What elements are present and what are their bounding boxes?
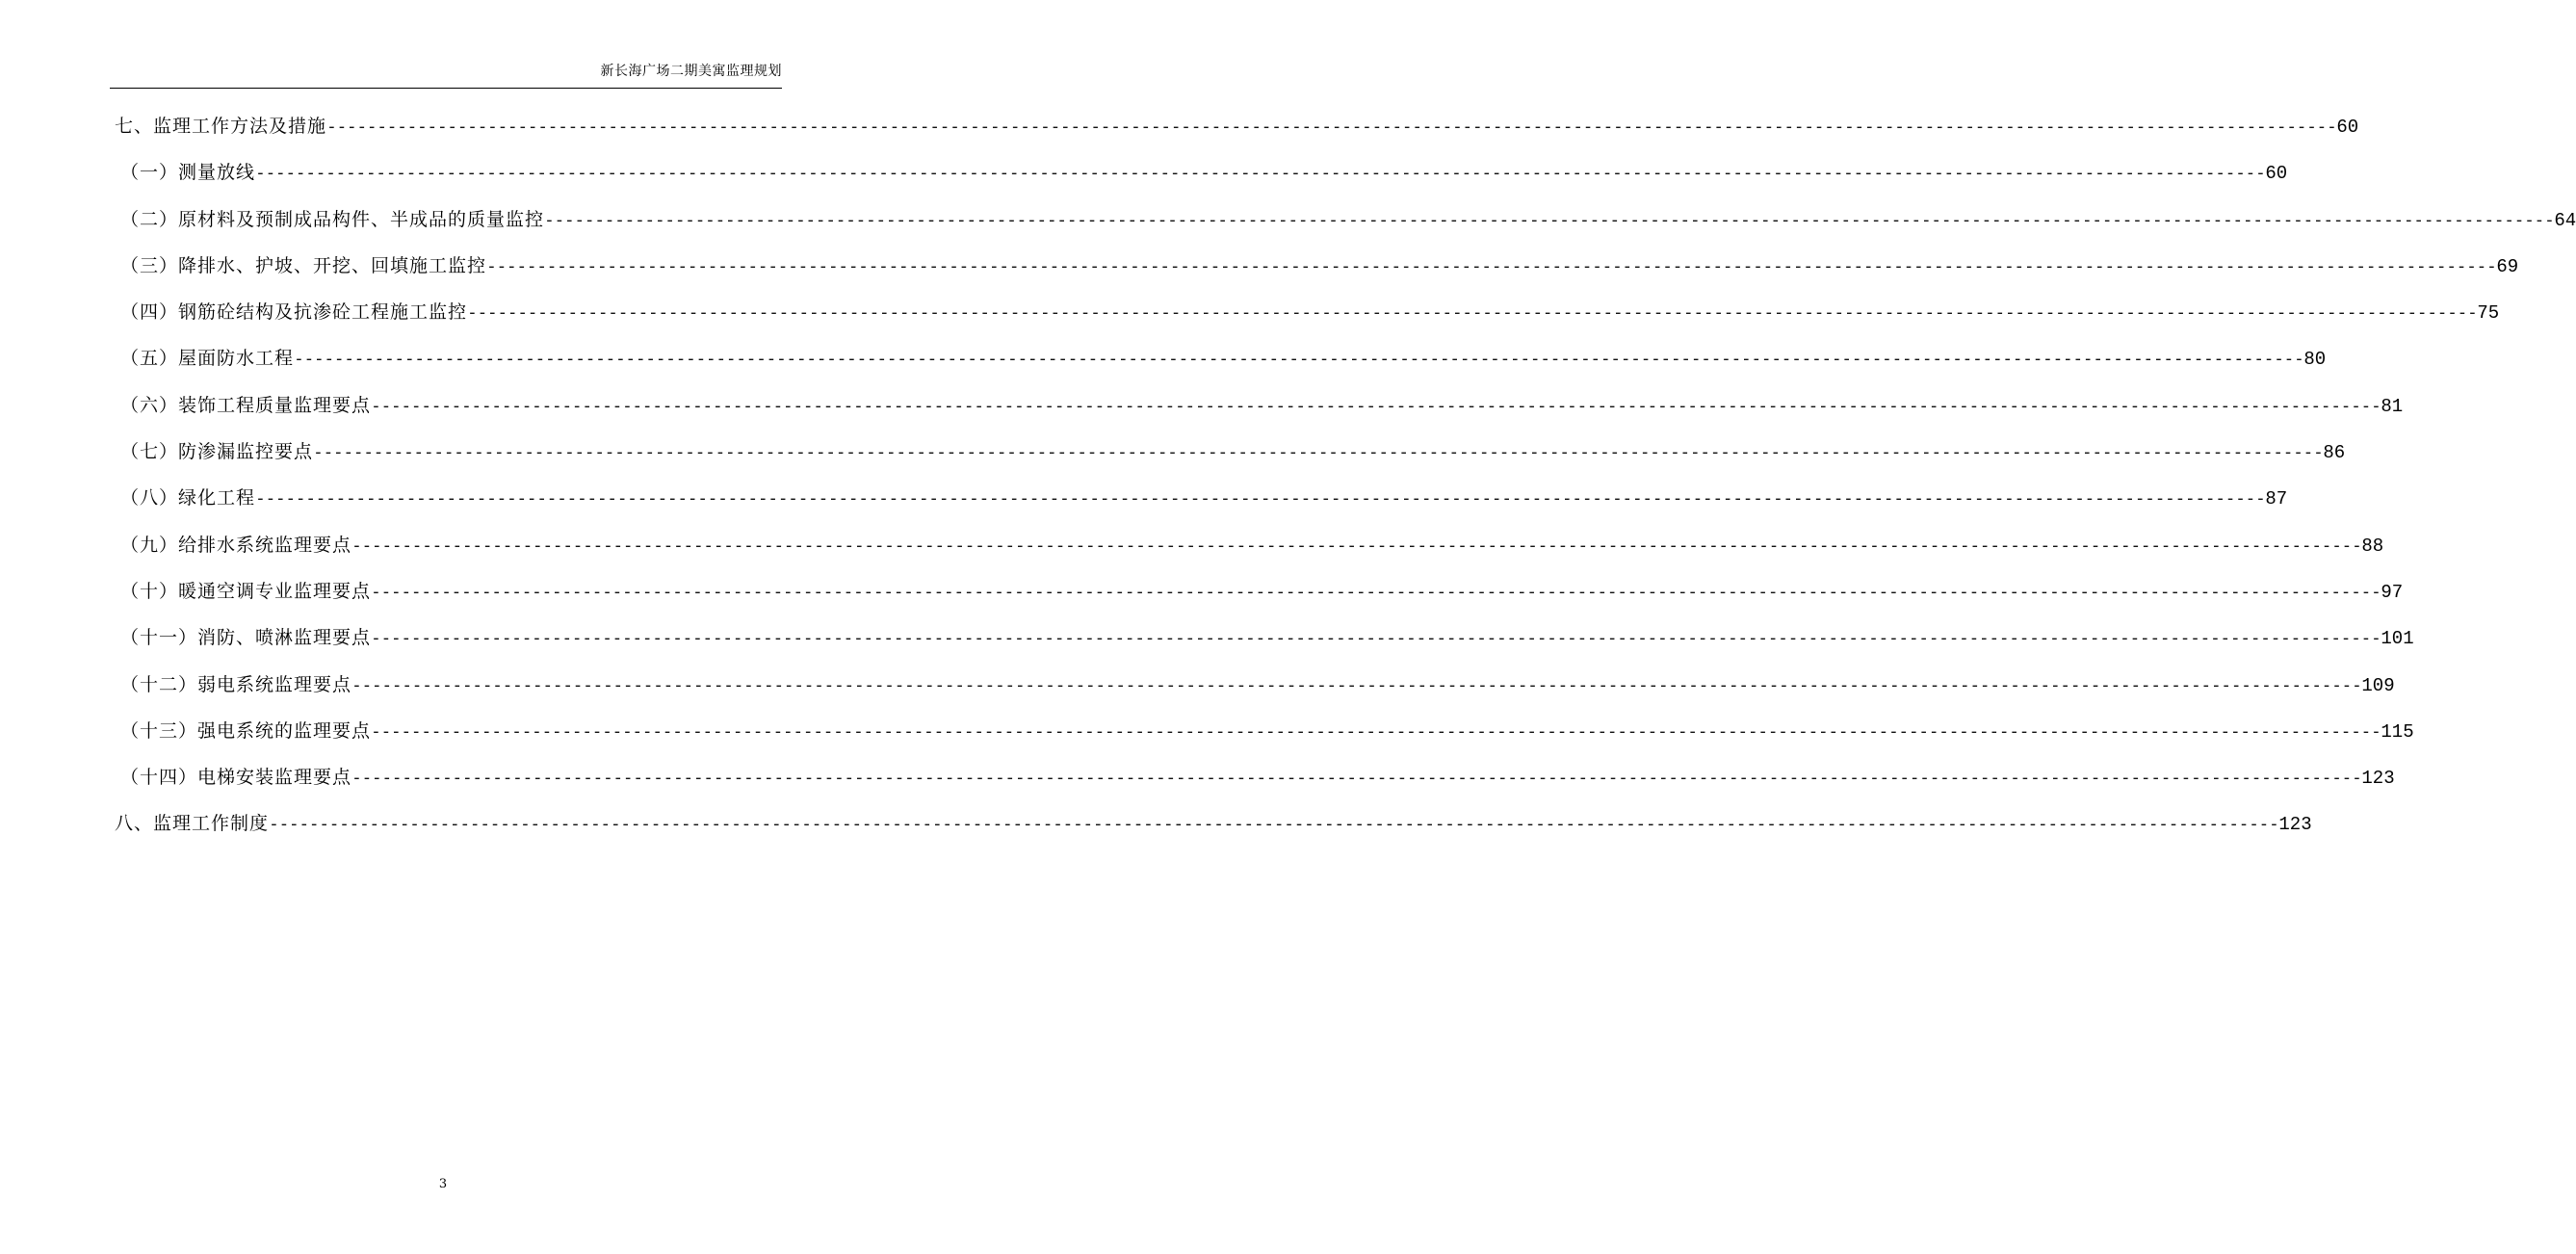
toc-entry-page: 123 <box>2361 768 2395 790</box>
header-title: 新长海广场二期美寓监理规划 <box>600 64 782 79</box>
toc-entry[interactable] <box>115 531 2384 577</box>
toc-entry-title: （十四）电梯安装监理要点 <box>120 767 352 789</box>
toc-dot-leader: -------------------------------------------------------------------------------------------------------------------------------------------------------------------------------------------------------- <box>269 814 2279 835</box>
toc-dot-leader: -------------------------------------------------------------------------------------------------------------------------------------------------------------------------------------------------------- <box>294 349 2304 370</box>
toc-entry-title: （三）降排水、护坡、开挖、回填施工监控 <box>120 254 487 276</box>
toc-entry-page: 88 <box>2361 535 2384 557</box>
toc-entry[interactable] <box>115 391 2404 437</box>
toc-dot-leader: -------------------------------------------------------------------------------------------------------------------------------------------------------------------------------------------------------- <box>351 768 2362 789</box>
toc-entry[interactable] <box>115 158 2288 204</box>
toc-dot-leader: -------------------------------------------------------------------------------------------------------------------------------------------------------------------------------------------------------- <box>486 255 2497 276</box>
toc-entry-title: 七、监理工作方法及措施 <box>115 116 327 137</box>
toc-entry[interactable] <box>115 112 2359 158</box>
toc-entry-page: 87 <box>2265 488 2288 510</box>
toc-entry-title: （五）屋面防水工程 <box>120 348 295 370</box>
toc-dot-leader: -------------------------------------------------------------------------------------------------------------------------------------------------------------------------------------------------------- <box>544 209 2555 230</box>
toc-dot-leader: -------------------------------------------------------------------------------------------------------------------------------------------------------------------------------------------------------- <box>371 628 2381 649</box>
toc-entry[interactable] <box>115 298 2500 344</box>
toc-entry[interactable] <box>115 344 2327 390</box>
toc-entry-page: 60 <box>2336 117 2359 138</box>
toc-entry-page: 97 <box>2381 581 2404 603</box>
toc-entry-page: 64 <box>2554 209 2576 231</box>
toc-entry[interactable] <box>115 763 2395 809</box>
toc-entry-page: 115 <box>2381 720 2414 743</box>
toc-dot-leader: -------------------------------------------------------------------------------------------------------------------------------------------------------------------------------------------------------- <box>351 535 2362 556</box>
toc-dot-leader: -------------------------------------------------------------------------------------------------------------------------------------------------------------------------------------------------------- <box>255 488 2266 509</box>
toc-entry-title: （六）装饰工程质量监理要点 <box>120 394 372 416</box>
toc-entry-title: （一）测量放线 <box>120 162 256 184</box>
toc-dot-leader: -------------------------------------------------------------------------------------------------------------------------------------------------------------------------------------------------------- <box>313 442 2324 463</box>
toc-entry[interactable] <box>115 577 2404 623</box>
toc-entry[interactable] <box>115 483 2288 530</box>
toc-entry-page: 60 <box>2265 163 2288 185</box>
header-divider <box>110 88 782 89</box>
toc-entry-title: 八、监理工作制度 <box>115 813 270 835</box>
toc-entry-title: （九）给排水系统监理要点 <box>120 534 352 556</box>
toc-entry-page: 109 <box>2361 674 2395 696</box>
table-of-contents <box>115 112 2576 856</box>
toc-entry-page: 101 <box>2381 628 2414 650</box>
toc-entry-title: （十二）弱电系统监理要点 <box>120 673 352 695</box>
toc-entry[interactable] <box>115 205 2576 251</box>
toc-entry-page: 81 <box>2381 395 2404 417</box>
toc-entry-page: 123 <box>2278 814 2312 836</box>
page-number: 3 <box>438 1177 448 1191</box>
toc-entry[interactable] <box>115 670 2395 717</box>
toc-entry[interactable] <box>115 717 2414 763</box>
toc-dot-leader: -------------------------------------------------------------------------------------------------------------------------------------------------------------------------------------------------------- <box>467 302 2478 324</box>
toc-dot-leader: -------------------------------------------------------------------------------------------------------------------------------------------------------------------------------------------------------- <box>351 674 2362 695</box>
toc-entry[interactable] <box>115 437 2346 483</box>
toc-entry-title: （七）防渗漏监控要点 <box>120 441 314 463</box>
toc-entry-page: 75 <box>2477 302 2500 325</box>
toc-entry-title: （十）暖通空调专业监理要点 <box>120 580 372 602</box>
toc-entry-page: 86 <box>2323 442 2346 464</box>
toc-entry-title: （十三）强电系统的监理要点 <box>120 719 372 742</box>
toc-entry-title: （十一）消防、喷淋监理要点 <box>120 627 372 649</box>
toc-entry[interactable] <box>115 809 2312 855</box>
toc-dot-leader: -------------------------------------------------------------------------------------------------------------------------------------------------------------------------------------------------------- <box>255 163 2266 184</box>
toc-dot-leader: -------------------------------------------------------------------------------------------------------------------------------------------------------------------------------------------------------- <box>326 117 2337 137</box>
toc-entry-page: 69 <box>2496 255 2519 277</box>
toc-entry-page: 80 <box>2303 349 2327 371</box>
toc-entry[interactable] <box>115 623 2414 669</box>
toc-dot-leader: -------------------------------------------------------------------------------------------------------------------------------------------------------------------------------------------------------- <box>371 581 2381 602</box>
toc-entry-title: （二）原材料及预制成品构件、半成品的质量监控 <box>120 208 545 230</box>
toc-entry-title: （八）绿化工程 <box>120 487 256 509</box>
toc-entry[interactable] <box>115 251 2519 298</box>
toc-dot-leader: -------------------------------------------------------------------------------------------------------------------------------------------------------------------------------------------------------- <box>371 395 2381 416</box>
toc-dot-leader: -------------------------------------------------------------------------------------------------------------------------------------------------------------------------------------------------------- <box>371 720 2381 742</box>
toc-entry-title: （四）钢筋砼结构及抗渗砼工程施工监控 <box>120 301 468 324</box>
